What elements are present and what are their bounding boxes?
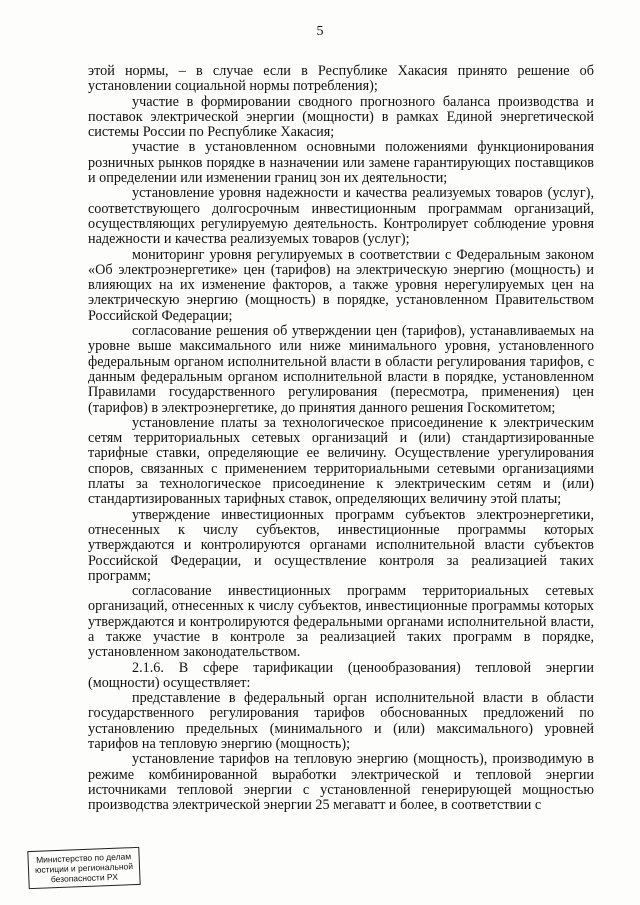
paragraph: установление тарифов на тепловую энергию (мощность), производимую в режиме комбинированной выработки электрической и тепловой энергии источниками тепловой энергии с установленной генерирующей мощностью производства электрической энергии 25 мегаватт и более, в соответствии с — [88, 751, 594, 814]
ministry-stamp — [27, 847, 140, 889]
stamp-line: безопасности РХ — [50, 871, 119, 885]
paragraph: согласование решения об утверждении цен (тарифов), устанавливаемых на уровне выше максимального или ниже минимального уровня, установленного федеральным органом исполнительной власти в области регулирования тарифов, с данным федеральным органом исполнительной власти в порядке, установленном Правилами государственного регулирования (пересмотра, применения) цен (тарифов) в электроэнергетике, до принятия данного решения Госкомитетом; — [88, 323, 594, 416]
section-heading: 2.1.6. В сфере тарификации (ценообразования) тепловой энергии (мощности) осуществляет: — [88, 659, 594, 691]
paragraph: мониторинг уровня регулируемых в соответствии с Федеральным законом «Об электроэнергетике» цен (тарифов) на электрическую энергию (мощность) и влияющих на их изменение факторов, а также уровня нерегулируемых цен на электрическую энергию (мощность) в порядке, установленном Правительством Российской Федерации; — [88, 246, 594, 324]
paragraph: установление платы за технологическое присоединение к электрическим сетям территориальных сетевых организаций и (или) стандартизированные тарифные ставки, определяющие ее величину. Осуществление урегулирования споров, связанных с применением территориальными сетевыми организациями платы за технологическое присоединение к электрическим сетям и (или) стандартизированных тарифных ставок, определяющих величину этой платы; — [88, 414, 594, 508]
stamp-line: юстиции и региональной — [34, 861, 134, 875]
paragraph: участие в формировании сводного прогнозного баланса производства и поставок электрической энергии (мощности) в рамках Единой энергетической системы России по Республике Хакасия; — [88, 93, 594, 141]
paragraph: этой нормы, – в случае если в Республике Хакасия принято решение об установлении социальной нормы потребления); — [88, 63, 594, 95]
paragraph: установление уровня надежности и качества реализуемых товаров (услуг), соответствующего долгосрочным инвестиционным программам организаций, осуществляющих регулируемую деятельность. Контролирует соблюдение уровня надежности и качества реализуемых товаров (услуг); — [88, 185, 594, 248]
paragraph: согласование инвестиционных программ территориальных сетевых организаций, отнесенных к числу субъектов, инвестиционные программы которых утверждаются и контролируются федеральными органами исполнительной власти, а также участие в контроле за реализацией таких программ в порядке, установленном законодательством. — [88, 583, 594, 661]
stamp-line: Министерство по делам — [35, 851, 132, 865]
body-text — [88, 64, 594, 814]
paragraph: участие в установленном основными положениями функционирования розничных рынков порядке в назначении или замене гарантирующих поставщиков и определении или изменении границ зон их деятельности; — [88, 139, 594, 187]
page-number: 5 — [316, 24, 324, 39]
paragraph: утверждение инвестиционных программ субъектов электроэнергетики, отнесенных к числу субъектов, инвестиционные программы которых утверждаются и контролируются органами исполнительной власти субъектов Российской Федерации, и осуществление контроля за реализацией таких программ; — [88, 506, 594, 584]
paragraph: представление в федеральный орган исполнительной власти в области государственного регулирования тарифов обоснованных предложений по установлению предельных (минимального и (или) максимального) уровней тарифов на тепловую энергию (мощность); — [88, 690, 594, 753]
